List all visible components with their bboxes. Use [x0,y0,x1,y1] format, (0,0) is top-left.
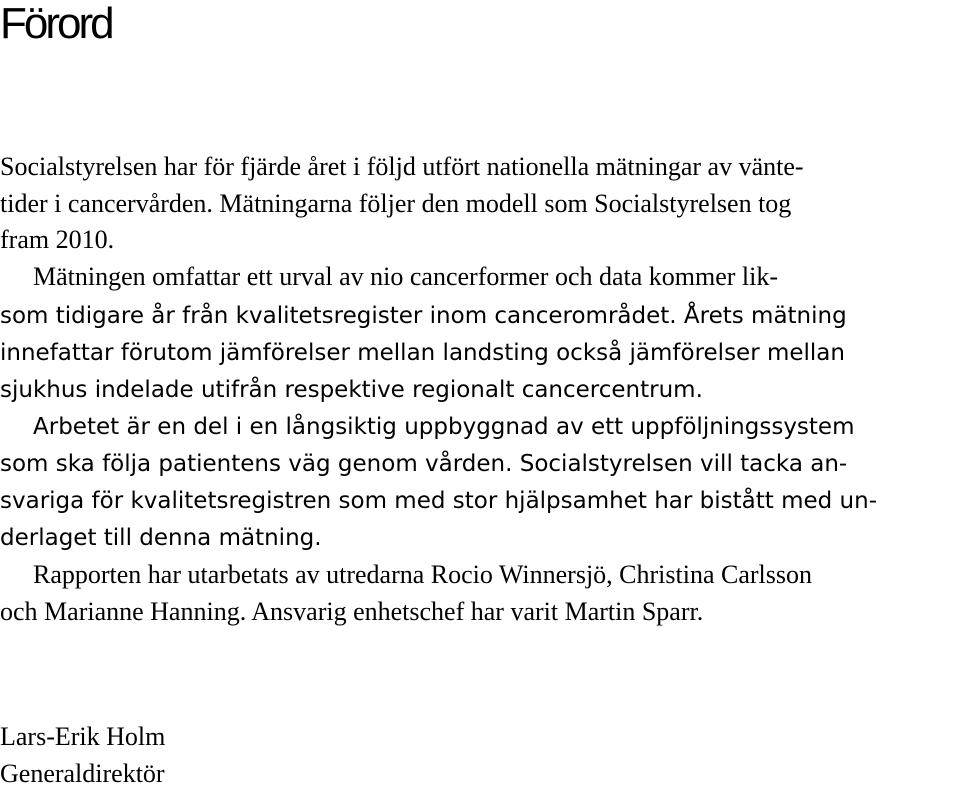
paragraph-3-line-1: Arbetet är en del i en långsiktig uppbyggnad av ett uppföljningssystem [33,414,855,440]
paragraph-2-line-1: Mätningen omfattar ett urval av nio cancerformer och data kommer lik- [33,262,779,291]
paragraph-1-line-3: fram 2010. [0,225,115,254]
paragraph-1-line-2: tider i cancervården. Mätningarna följer den modell som Socialstyrelsen tog [0,189,792,218]
signature-name: Lars-Erik Holm [0,722,166,751]
paragraph-2-line-4: sjukhus indelade utifrån respektive regionalt cancercentrum. [0,377,703,403]
paragraph-3-line-4: derlaget till denna mätning. [0,525,322,551]
paragraph-1-line-1: Socialstyrelsen har för fjärde året i följd utfört nationella mätningar av vänte- [0,152,804,181]
paragraph-3-line-3: svariga för kvalitetsregistren som med stor hjälpsamhet har bistått med un- [0,488,877,514]
paragraph-3-line-2: som ska följa patientens väg genom vården. Socialstyrelsen vill tacka an- [0,451,848,477]
paragraph-4-line-2: och Marianne Hanning. Ansvarig enhetschef har varit Martin Sparr. [0,597,704,626]
paragraph-2-line-3: innefattar förutom jämförelser mellan landsting också jämförelser mellan [0,340,845,366]
page-title: Förord [0,0,112,48]
paragraph-2-line-2: som tidigare år från kvalitetsregister inom cancerområdet. Årets mätning [0,303,847,329]
signature-title: Generaldirektör [0,759,165,788]
paragraph-4-line-1: Rapporten har utarbetats av utredarna Rocio Winnersjö, Christina Carlsson [33,560,812,589]
